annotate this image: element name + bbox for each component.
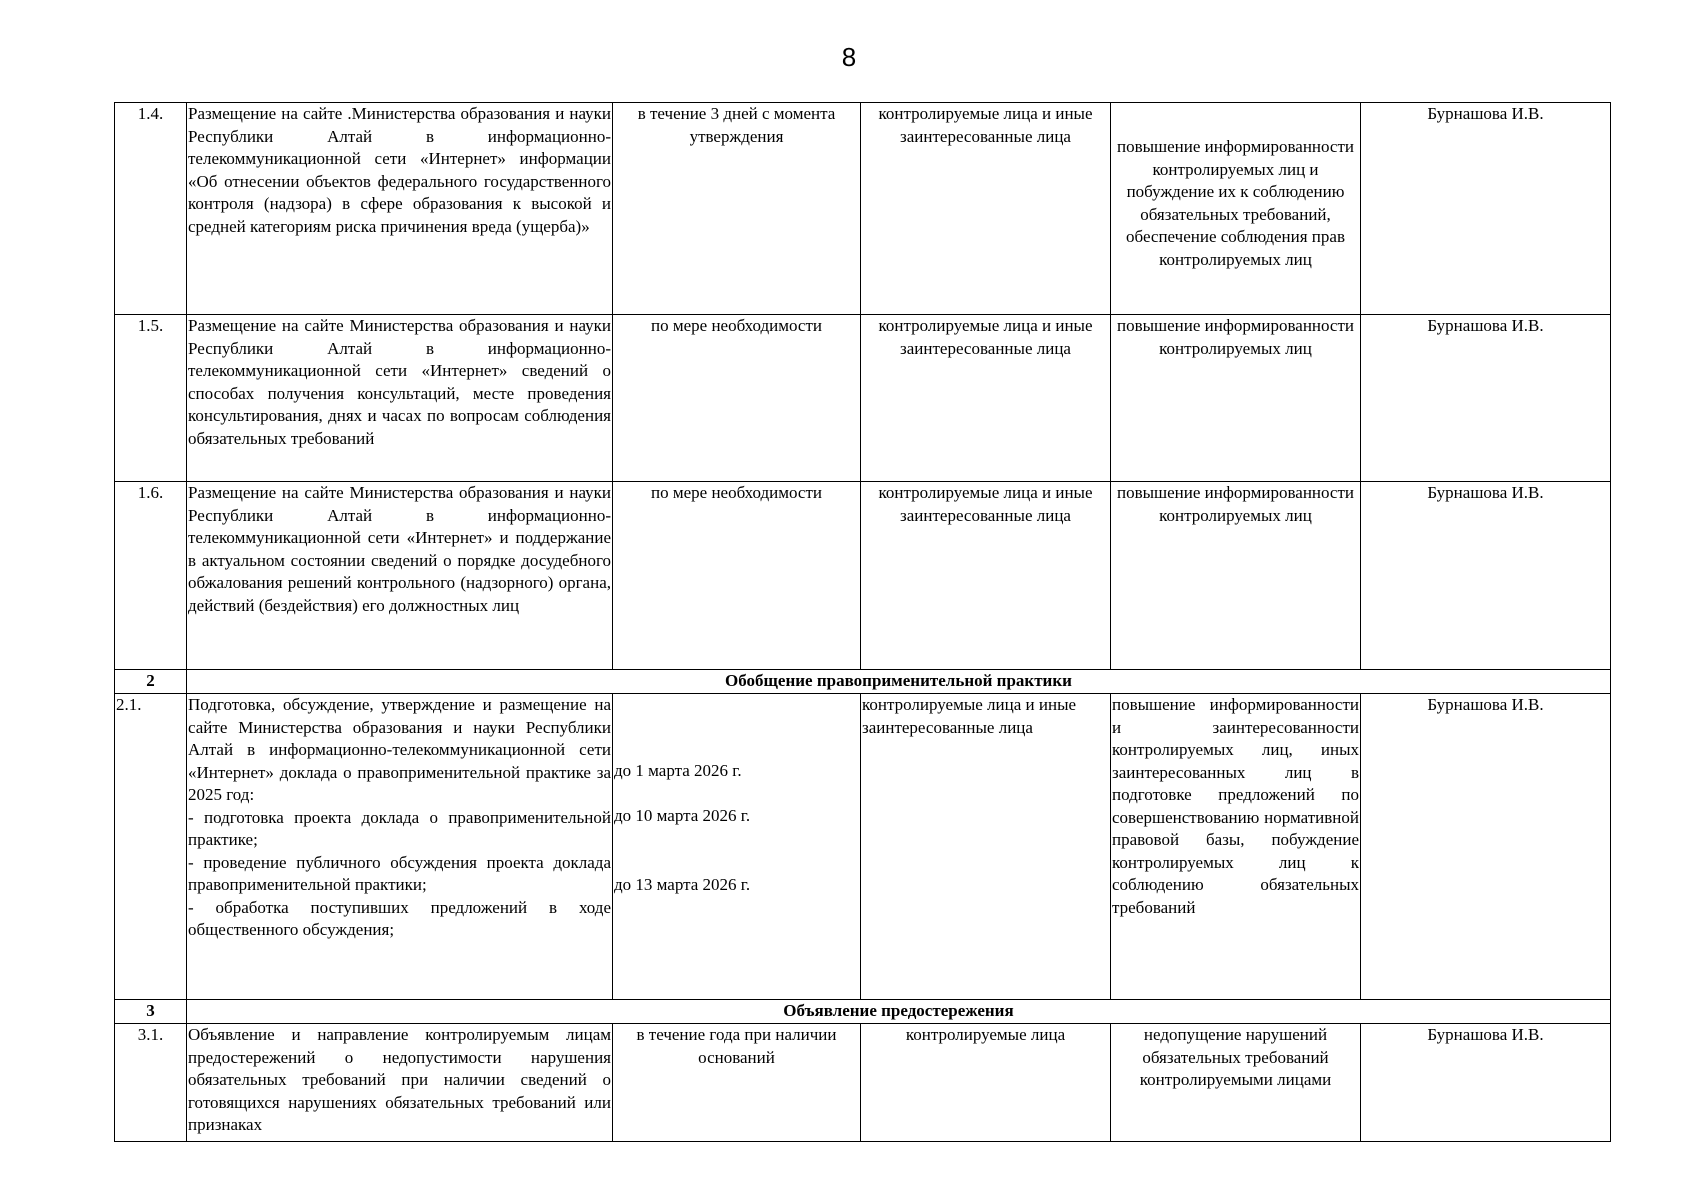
row-number: 2.1. xyxy=(115,694,187,1000)
term-date: до 1 марта 2026 г. xyxy=(614,761,742,780)
measure-description: Размещение на сайте Министерства образования и науки Республики Алтай в информационно-телекоммуникационной сети «Интернет» сведений о способах получения консультаций, месте проведения консультирования, днях и часах по вопросам соблюдения обязательных требований xyxy=(187,315,613,482)
measure-responsible: Бурнашова И.В. xyxy=(1361,103,1611,315)
section-title: Объявление предостережения xyxy=(187,1000,1611,1024)
description-item: - подготовка проекта доклада о правоприменительной практике; xyxy=(188,807,611,849)
table-row xyxy=(115,1024,1611,1142)
measure-result: повышение информированности контролируемых лиц xyxy=(1111,315,1361,482)
measure-result: повышение информированности контролируемых лиц xyxy=(1111,482,1361,670)
row-number: 3.1. xyxy=(115,1024,187,1142)
measure-term: в течение 3 дней с момента утверждения xyxy=(613,103,861,315)
measure-term: по мере необходимости xyxy=(613,482,861,670)
section-number: 3 xyxy=(115,1000,187,1024)
measure-subjects: контролируемые лица и иные заинтересованные лица xyxy=(861,315,1111,482)
table-row xyxy=(115,482,1611,670)
measure-result: недопущение нарушений обязательных требований контролируемыми лицами xyxy=(1111,1024,1361,1142)
page-number: 8 xyxy=(841,42,857,72)
measure-description: Объявление и направление контролируемым лицам предостережений о недопустимости нарушения обязательных требований при наличии сведений о готовящихся нарушениях обязательных требований или признаках xyxy=(187,1024,613,1142)
measure-subjects: контролируемые лица xyxy=(861,1024,1111,1142)
section-number: 2 xyxy=(115,670,187,694)
row-number: 1.6. xyxy=(115,482,187,670)
measure-result: повышение информированности и заинтересованности контролируемых лиц, иных заинтересованных лиц в подготовке предложений по совершенствованию нормативной правовой базы, побуждение контролируемых лиц к соблюдению обязательных требований xyxy=(1111,694,1361,1000)
description-item: - проведение публичного обсуждения проекта доклада правоприменительной практики; xyxy=(188,852,611,894)
description-main: Подготовка, обсуждение, утверждение и размещение на сайте Министерства образования и науки Республики Алтай в информационно-телекоммуникационной сети «Интернет» доклада о правоприменительной практике за 2025 год: xyxy=(188,695,611,804)
section-title: Обобщение правоприменительной практики xyxy=(187,670,1611,694)
measure-description: Размещение на сайте Министерства образования и науки Республики Алтай в информационно-телекоммуникационной сети «Интернет» и поддержание в актуальном состоянии сведений о порядке досудебного обжалования решений контрольного (надзорного) органа, действий (бездействия) его должностных лиц xyxy=(187,482,613,670)
section-row xyxy=(115,670,1611,694)
measure-responsible: Бурнашова И.В. xyxy=(1361,482,1611,670)
description-item: - обработка поступивших предложений в ходе общественного обсуждения; xyxy=(188,897,611,939)
measure-responsible: Бурнашова И.В. xyxy=(1361,694,1611,1000)
measure-term: по мере необходимости xyxy=(613,315,861,482)
section-row xyxy=(115,1000,1611,1024)
measure-description: Размещение на сайте .Министерства образования и науки Республики Алтай в информационно-телекоммуникационной сети «Интернет» информации «Об отнесении объектов федерального государственного контроля (надзора) в сфере образования к высокой и средней категориям риска причинения вреда (ущерба)» xyxy=(187,103,613,315)
measure-responsible: Бурнашова И.В. xyxy=(1361,1024,1611,1142)
term-date: до 10 марта 2026 г. xyxy=(614,806,751,825)
row-number: 1.4. xyxy=(115,103,187,315)
measure-terms xyxy=(613,694,861,1000)
term-date: до 13 марта 2026 г. xyxy=(614,875,751,894)
measure-term: в течение года при наличии оснований xyxy=(613,1024,861,1142)
row-number: 1.5. xyxy=(115,315,187,482)
measure-subjects: контролируемые лица и иные заинтересованные лица xyxy=(861,694,1111,1000)
measure-result: повышение информированности контролируемых лиц и побуждение их к соблюдению обязательных требований, обеспечение соблюдения прав контролируемых лиц xyxy=(1111,103,1361,315)
table-row xyxy=(115,315,1611,482)
table-row xyxy=(115,694,1611,1000)
measure-responsible: Бурнашова И.В. xyxy=(1361,315,1611,482)
measure-subjects: контролируемые лица и иные заинтересованные лица xyxy=(861,482,1111,670)
measure-description xyxy=(187,694,613,1000)
table-row xyxy=(115,103,1611,315)
measure-subjects: контролируемые лица и иные заинтересованные лица xyxy=(861,103,1111,315)
measures-table xyxy=(114,102,1611,1142)
